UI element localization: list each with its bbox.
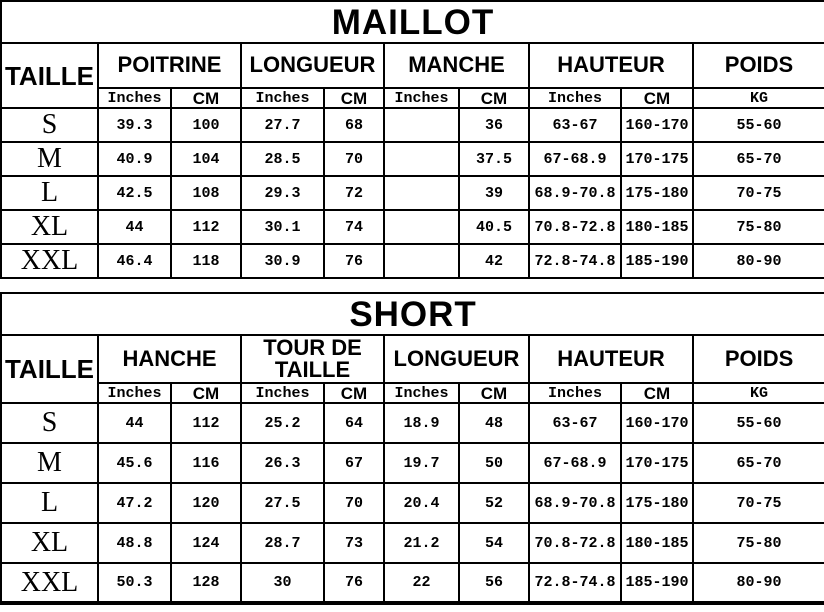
value-cell: 112: [171, 210, 241, 244]
size-label: XXL: [1, 563, 98, 603]
value-cell: 20.4: [384, 483, 459, 523]
value-cell: 25.2: [241, 403, 324, 443]
unit-header-row: [1, 88, 824, 108]
value-cell: 18.9: [384, 403, 459, 443]
size-label: XL: [1, 210, 98, 244]
value-cell: 76: [324, 244, 384, 278]
unit-header-inches: Inches: [241, 383, 324, 403]
value-cell: 68.9-70.8: [529, 176, 621, 210]
value-cell: 180-185: [621, 210, 693, 244]
value-cell: 42: [459, 244, 529, 278]
table-title: SHORT: [1, 293, 824, 335]
value-cell: 39.3: [98, 108, 171, 142]
value-cell: 55-60: [693, 403, 824, 443]
value-cell: 75-80: [693, 523, 824, 563]
value-cell: 160-170: [621, 403, 693, 443]
value-cell: 63-67: [529, 108, 621, 142]
value-cell: 30: [241, 563, 324, 603]
value-cell: 108: [171, 176, 241, 210]
unit-header-cm: CM: [621, 383, 693, 403]
value-cell: 27.7: [241, 108, 324, 142]
value-cell: 48: [459, 403, 529, 443]
size-row-xl: [1, 523, 824, 563]
size-row-m: [1, 142, 824, 176]
value-cell: 40.9: [98, 142, 171, 176]
unit-header-inches: Inches: [529, 383, 621, 403]
unit-header-cm: CM: [171, 383, 241, 403]
value-cell: 116: [171, 443, 241, 483]
size-label: M: [1, 142, 98, 176]
value-cell: 175-180: [621, 176, 693, 210]
value-cell: 29.3: [241, 176, 324, 210]
value-cell: 47.2: [98, 483, 171, 523]
value-cell: 45.6: [98, 443, 171, 483]
value-cell: 70: [324, 483, 384, 523]
value-cell: 63-67: [529, 403, 621, 443]
size-column-header: TAILLE: [1, 335, 98, 403]
size-column-header: TAILLE: [1, 43, 98, 108]
value-cell: [384, 210, 459, 244]
value-cell: 72.8-74.8: [529, 244, 621, 278]
unit-header-cm: CM: [459, 383, 529, 403]
value-cell: 76: [324, 563, 384, 603]
size-row-l: [1, 176, 824, 210]
value-cell: 28.5: [241, 142, 324, 176]
value-cell: 120: [171, 483, 241, 523]
unit-header-kg: KG: [693, 383, 824, 403]
value-cell: 64: [324, 403, 384, 443]
value-cell: 56: [459, 563, 529, 603]
value-cell: 80-90: [693, 244, 824, 278]
value-cell: 36: [459, 108, 529, 142]
column-header-longueur: LONGUEUR: [241, 43, 384, 88]
value-cell: 185-190: [621, 244, 693, 278]
value-cell: 21.2: [384, 523, 459, 563]
column-header-poids: POIDS: [693, 335, 824, 383]
value-cell: 170-175: [621, 142, 693, 176]
value-cell: 100: [171, 108, 241, 142]
table-gap: [0, 279, 824, 292]
value-cell: 40.5: [459, 210, 529, 244]
short-table-body: [1, 403, 824, 603]
value-cell: 54: [459, 523, 529, 563]
size-label: XXL: [1, 244, 98, 278]
size-label: L: [1, 483, 98, 523]
unit-header-cm: CM: [324, 88, 384, 108]
size-label: M: [1, 443, 98, 483]
column-header-hauteur: HAUTEUR: [529, 43, 693, 88]
value-cell: 48.8: [98, 523, 171, 563]
value-cell: [384, 244, 459, 278]
size-label: XL: [1, 523, 98, 563]
column-header-hanche: HANCHE: [98, 335, 241, 383]
value-cell: 44: [98, 210, 171, 244]
title-row: [1, 293, 824, 335]
value-cell: [384, 108, 459, 142]
short-size-table: [0, 292, 824, 605]
value-cell: 27.5: [241, 483, 324, 523]
value-cell: 67: [324, 443, 384, 483]
value-cell: 68.9-70.8: [529, 483, 621, 523]
unit-header-inches: Inches: [98, 88, 171, 108]
value-cell: 160-170: [621, 108, 693, 142]
value-cell: 30.9: [241, 244, 324, 278]
value-cell: 170-175: [621, 443, 693, 483]
value-cell: 37.5: [459, 142, 529, 176]
value-cell: 70: [324, 142, 384, 176]
value-cell: 50: [459, 443, 529, 483]
value-cell: 42.5: [98, 176, 171, 210]
value-cell: 39: [459, 176, 529, 210]
unit-header-cm: CM: [171, 88, 241, 108]
maillot-size-table: [0, 0, 824, 279]
size-row-s: [1, 108, 824, 142]
value-cell: 22: [384, 563, 459, 603]
column-header-manche: MANCHE: [384, 43, 529, 88]
unit-header-inches: Inches: [384, 383, 459, 403]
value-cell: 128: [171, 563, 241, 603]
column-header-longueur: LONGUEUR: [384, 335, 529, 383]
value-cell: 26.3: [241, 443, 324, 483]
maillot-table-body: [1, 108, 824, 278]
value-cell: 74: [324, 210, 384, 244]
size-row-l: [1, 483, 824, 523]
value-cell: 70-75: [693, 483, 824, 523]
size-row-s: [1, 403, 824, 443]
unit-header-inches: Inches: [384, 88, 459, 108]
value-cell: 68: [324, 108, 384, 142]
unit-header-inches: Inches: [98, 383, 171, 403]
unit-header-inches: Inches: [529, 88, 621, 108]
value-cell: 180-185: [621, 523, 693, 563]
value-cell: 52: [459, 483, 529, 523]
unit-header-cm: CM: [621, 88, 693, 108]
value-cell: 118: [171, 244, 241, 278]
value-cell: 46.4: [98, 244, 171, 278]
size-label: L: [1, 176, 98, 210]
column-header-hauteur: HAUTEUR: [529, 335, 693, 383]
table-title: MAILLOT: [1, 1, 824, 43]
value-cell: 70.8-72.8: [529, 210, 621, 244]
value-cell: 67-68.9: [529, 443, 621, 483]
value-cell: 30.1: [241, 210, 324, 244]
size-row-xxl: [1, 563, 824, 603]
size-label: S: [1, 108, 98, 142]
value-cell: 104: [171, 142, 241, 176]
value-cell: 112: [171, 403, 241, 443]
unit-header-cm: CM: [324, 383, 384, 403]
group-header-row: [1, 335, 824, 383]
value-cell: 44: [98, 403, 171, 443]
value-cell: 124: [171, 523, 241, 563]
value-cell: 67-68.9: [529, 142, 621, 176]
value-cell: 70.8-72.8: [529, 523, 621, 563]
value-cell: 185-190: [621, 563, 693, 603]
column-header-tour-de-taille: TOUR DE TAILLE: [241, 335, 384, 383]
unit-header-kg: KG: [693, 88, 824, 108]
unit-header-cm: CM: [459, 88, 529, 108]
value-cell: 72.8-74.8: [529, 563, 621, 603]
value-cell: 50.3: [98, 563, 171, 603]
value-cell: 55-60: [693, 108, 824, 142]
column-header-poids: POIDS: [693, 43, 824, 88]
size-row-xxl: [1, 244, 824, 278]
size-row-m: [1, 443, 824, 483]
value-cell: 70-75: [693, 176, 824, 210]
value-cell: 72: [324, 176, 384, 210]
value-cell: 65-70: [693, 443, 824, 483]
value-cell: [384, 142, 459, 176]
value-cell: 73: [324, 523, 384, 563]
value-cell: 175-180: [621, 483, 693, 523]
size-row-xl: [1, 210, 824, 244]
value-cell: 75-80: [693, 210, 824, 244]
column-header-poitrine: POITRINE: [98, 43, 241, 88]
value-cell: 65-70: [693, 142, 824, 176]
title-row: [1, 1, 824, 43]
unit-header-row: [1, 383, 824, 403]
unit-header-inches: Inches: [241, 88, 324, 108]
group-header-row: [1, 43, 824, 88]
value-cell: 28.7: [241, 523, 324, 563]
value-cell: 19.7: [384, 443, 459, 483]
size-label: S: [1, 403, 98, 443]
value-cell: [384, 176, 459, 210]
value-cell: 80-90: [693, 563, 824, 603]
